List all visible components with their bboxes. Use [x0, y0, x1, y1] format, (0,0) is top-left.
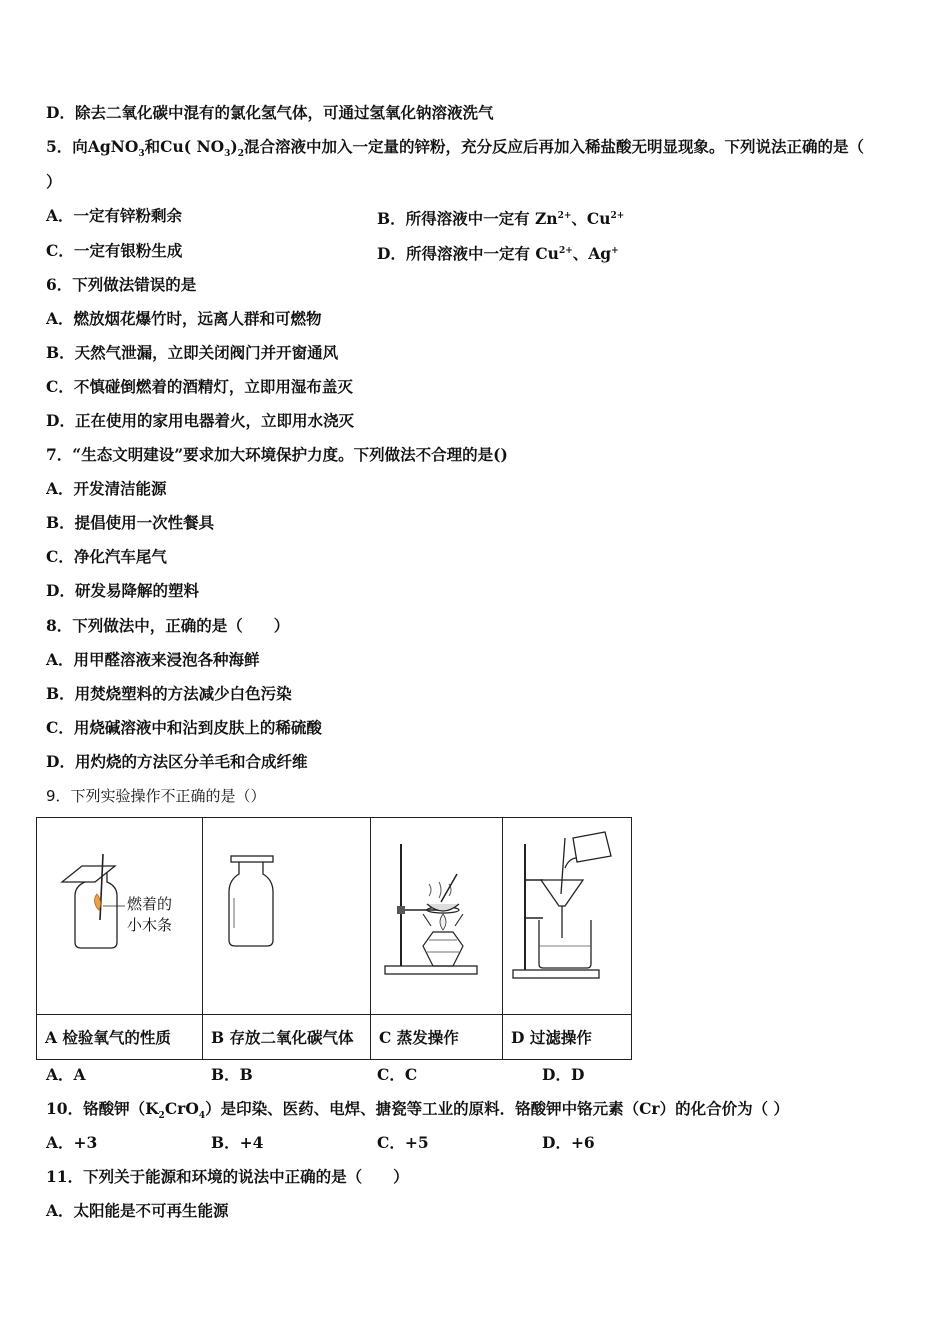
q6-option-d: D．正在使用的家用电器着火，立即用水浇灭 — [46, 411, 354, 430]
q5-and: 和 — [144, 137, 161, 156]
q5-option-b — [377, 206, 624, 229]
q5-option-d — [377, 241, 619, 264]
caption-d: D 过滤操作 — [503, 1015, 632, 1060]
q5-end-paren: ） — [46, 172, 62, 191]
q5d-text: D．所得溶液中一定有 Cu — [377, 244, 559, 264]
question-7-stem: 7．“生态文明建设”要求加大环境保护力度。下列做法不合理的是() — [46, 445, 508, 464]
q5-sub: 3 — [224, 149, 231, 160]
question-6-stem: 6．下列做法错误的是 — [46, 275, 197, 294]
q8-option-b: B．用焚烧塑料的方法减少白色污染 — [46, 684, 292, 703]
question-5-stem — [46, 137, 864, 164]
q7-option-a: A．开发清洁能源 — [46, 479, 167, 498]
q8-option-c: C．用烧碱溶液中和沾到皮肤上的稀硫酸 — [46, 718, 322, 737]
figure-b-cell — [203, 818, 371, 1015]
q5b-sup: 2+ — [610, 211, 625, 221]
q5-sub: 3 — [138, 149, 145, 160]
q4-option-d: D．除去二氧化碳中混有的氯化氢气体，可通过氢氧化钠溶液洗气 — [46, 103, 494, 122]
figure-c-cell — [371, 818, 503, 1015]
question-10-stem — [46, 1099, 789, 1126]
q10-sub: 4 — [198, 1111, 206, 1122]
q7-option-c: C．净化汽车尾气 — [46, 547, 167, 566]
q10-option-d: D．+6 — [542, 1133, 595, 1152]
q10-prefix: 10．铬酸钾（K — [46, 1099, 159, 1118]
q10-mid: CrO — [164, 1099, 199, 1118]
q10-rest: ）是印染、医药、电焊、搪瓷等工业的原料．铬酸钾中铬元素（Cr）的化合价为（ ） — [205, 1099, 789, 1118]
q6-option-a: A．燃放烟花爆竹时，远离人群和可燃物 — [46, 309, 322, 328]
q5-prefix: 5．向 — [46, 137, 88, 156]
q5-sub: 2 — [237, 149, 245, 160]
gas-bottle-figure — [203, 818, 370, 1014]
q7-option-d: D．研发易降解的塑料 — [46, 581, 199, 600]
q10-option-c: C．+5 — [377, 1133, 429, 1152]
q6-option-b: B．天然气泄漏，立即关闭阀门并开窗通风 — [46, 343, 339, 362]
q5-option-c: C．一定有银粉生成 — [46, 241, 183, 260]
caption-a: A 检验氧气的性质 — [37, 1015, 203, 1060]
q9-figure-table — [36, 817, 632, 1060]
q5-formula-agno3: AgNO — [87, 137, 139, 156]
q10-option-a: A．+3 — [46, 1133, 98, 1152]
q7-option-b: B．提倡使用一次性餐具 — [46, 513, 215, 532]
oxygen-test-figure — [37, 818, 202, 1014]
question-11-stem: 11．下列关于能源和环境的说法中正确的是（ ） — [46, 1167, 409, 1186]
q5b-sup: 2+ — [557, 211, 572, 221]
filtration-figure — [503, 818, 631, 1014]
caption-b: B 存放二氧化碳气体 — [203, 1015, 371, 1060]
figure-label-line2: 小木条 — [127, 916, 173, 934]
q6-option-c: C．不慎碰倒燃着的酒精灯，立即用湿布盖灭 — [46, 377, 353, 396]
q5d-sup: 2+ — [558, 246, 573, 256]
figure-label-line1: 燃着的 — [127, 895, 173, 913]
figure-a-cell — [37, 818, 203, 1015]
q5b-text: B．所得溶液中一定有 Zn — [377, 209, 558, 229]
caption-c: C 蒸发操作 — [371, 1015, 503, 1060]
q11-option-a: A．太阳能是不可再生能源 — [46, 1201, 229, 1220]
q5b-mid: 、Cu — [571, 209, 611, 229]
q9-option-c: C．C — [377, 1065, 418, 1084]
q5-formula-cuno3: Cu( NO — [160, 137, 225, 156]
evaporation-figure — [371, 818, 502, 1014]
q5d-sup: + — [611, 246, 619, 256]
q8-option-a: A．用甲醛溶液来浸泡各种海鲜 — [46, 650, 260, 669]
q10-option-b: B．+4 — [211, 1133, 264, 1152]
q8-option-d: D．用灼烧的方法区分羊毛和合成纤维 — [46, 752, 308, 771]
q5d-mid: 、Ag — [572, 244, 612, 264]
q10-sub: 2 — [158, 1111, 165, 1122]
q5-rest: 混合溶液中加入一定量的锌粉，充分反应后再加入稀盐酸无明显现象。下列说法正确的是（ — [244, 137, 865, 156]
question-8-stem: 8．下列做法中，正确的是（ ） — [46, 616, 290, 635]
q9-option-b: B．B — [211, 1065, 253, 1084]
q5-close-paren: ) — [230, 137, 238, 156]
question-9-stem: 9．下列实验操作不正确的是（） — [46, 787, 266, 805]
figure-d-cell — [503, 818, 632, 1015]
q9-option-d: D．D — [542, 1065, 585, 1084]
q5-option-a: A．一定有锌粉剩余 — [46, 206, 183, 225]
q9-option-a: A．A — [46, 1065, 86, 1084]
